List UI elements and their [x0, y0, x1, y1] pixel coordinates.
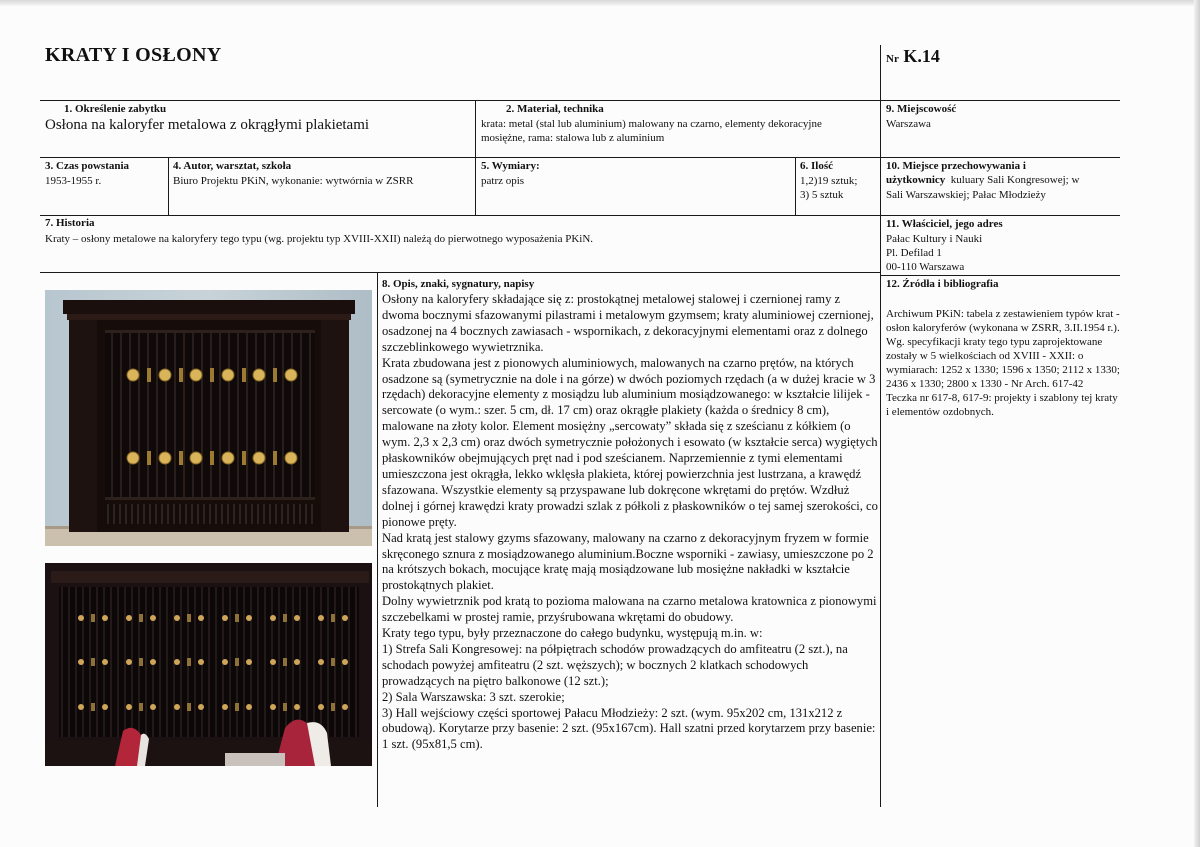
field-4-value: Biuro Projektu PKiN, wykonanie: wytwórnia w ZSRR — [173, 175, 414, 187]
field-7-value: Kraty – osłony metalowe na kaloryfery tego typu (wg. projektu typ XVIII-XXII) należą do pierwotnego wyposażenia PKiN. — [45, 233, 594, 245]
field-9-value: Warszawa — [886, 118, 931, 130]
description-paragraph: Krata zbudowana jest z pionowych aluminiowych, malowanych na czarno prętów, na których osadzone są (symetrycznie na dole i na górze) w dwóch poziomych rzędach (a w dużej kracie w 3 rzędach) dekoracyjne elementy z mosiądzu lub aluminium mosiądzowanego: w kształcie lilijek - sercowate (o wym.: szer. 5 cm, dł. 17 cm) oraz okrągłe plakiety (każda o średnicy 8 cm), malowane na złoty kolor. Element mosiężny „sercowaty” składa się z sześcianu z kółkiem (o wym. 2,3 x 2,3 cm) oraz dwóch symetrycznie położonych i esowato (w kształcie serca) wygiętych płaskowników obejmujących pręt nad i pod sześcianem. Naprzemiennie z tymi elementami umieszczona jest okrągła, lekko wklęsła plakieta, której powierzchnia jest lustrzana, a krawędź sfazowana. Wszystkie elementy są przyspawane lub dokręcone wkrętami do prętów. Wzdłuż dolnej i górnej krawędzi kraty prowadzi szlak z półkoli z płaskowników o tej samej szerokości, co pionowe pręty. — [382, 355, 878, 529]
field-2-value: krata: metal (stal lub aluminium) malowany na czarno, elementy dekoracyjne mosiężne, rama: stalowa lub z aluminium — [481, 118, 822, 144]
rule — [880, 275, 1120, 276]
field-1-value: Osłona na kaloryfer metalowa z okrągłymi plakietami — [45, 117, 370, 133]
photo-radiator-cover-2 — [45, 563, 372, 766]
rule — [475, 100, 476, 157]
scan-edge-top — [0, 0, 1200, 6]
field-12-label: 12. Źródła i bibliografia — [886, 278, 999, 290]
field-11-label: 11. Właściciel, jego adres — [886, 218, 1003, 230]
scan-edge-right — [1194, 0, 1200, 847]
photo-radiator-cover-1 — [45, 290, 372, 546]
description-paragraph: Kraty tego typu, były przeznaczone do całego budynku, występują m.in. w: — [382, 626, 763, 641]
field-6-value-2: 3) 5 sztuk — [800, 189, 844, 201]
field-5-value: patrz opis — [481, 175, 525, 187]
description-paragraph: 3) Hall wejściowy części sportowej Pałacu Młodzieży: 2 szt. (wym. 95x202 cm, 131x212 z obudową). Korytarze przy basenie: 2 szt. (95x167cm). Hall szatni przed korytarzem przy basenie: 1 szt. (95x81,5 cm). — [382, 705, 876, 752]
field-3-value: 1953-1955 r. — [45, 175, 102, 187]
photo-radiator-cover-2-image — [45, 563, 372, 766]
description-paragraph: Dolny wywietrznik pod kratą to pozioma malowana na czarno metalowa kratownica z pionowymi szczebelkami w prostej ramie, przyśrubowana wkrętami do obudowy. — [382, 594, 877, 625]
field-9-label: 9. Miejscowość — [886, 103, 957, 115]
rule — [377, 272, 378, 807]
bibliography-entry: Archiwum PKiN: tabela z zestawieniem typów krat - osłon kaloryferów (wykonana w ZSRR, 3.II.1954 r.). Wg. specyfikacji kraty tego typu zaprojektowane zostały w 5 wielkościach od XVIII - XXII: o wymiarach: 1252 x 1330; 1596 x 1350; 2112 x 1330; 2436 x 1330; 2800 x 1330 - Nr Arch. 617-42 — [886, 308, 1120, 390]
bibliography-entry: Teczka nr 617-8, 617-9: projekty i szablony tej kraty i elementów ozdobnych. — [886, 392, 1118, 418]
rule — [168, 157, 169, 215]
field-10-label: 10. Miejsce przechowywania i — [886, 160, 1026, 172]
field-10-label-cont: użytkownicy — [886, 174, 946, 186]
field-11-line-1: Pałac Kultury i Nauki — [886, 233, 983, 245]
page-title: KRATY I OSŁONY — [45, 44, 222, 66]
field-4-label: 4. Autor, warsztat, szkoła — [173, 160, 292, 172]
field-11-line-3: 00-110 Warszawa — [886, 261, 965, 273]
field-1-label: 1. Określenie zabytku — [64, 103, 167, 115]
field-6-label: 6. Ilość — [800, 160, 833, 172]
record-number-prefix: Nr — [886, 53, 899, 65]
description-block — [382, 278, 878, 753]
description-paragraph: 1) Strefa Sali Kongresowej: na półpiętrach schodów prowadzących do amfiteatru (2 szt.), na schodach powyżej amfiteatru (2 szt. węższych); w bocznych 2 klatkach schodowych prowadzących na piętro balkonowe (12 szt.); — [382, 641, 848, 688]
photo-radiator-cover-1-image — [45, 290, 372, 546]
record-number-value: K.14 — [903, 46, 940, 66]
field-10-value-2: Sali Warszawskiej; Pałac Młodzieży — [886, 189, 1046, 201]
rule — [880, 45, 881, 807]
rule — [40, 100, 1120, 101]
field-6-value-1: 1,2)19 sztuk; — [800, 175, 858, 187]
rule — [40, 157, 1120, 158]
rule — [795, 157, 796, 215]
field-2-label: 2. Materiał, technika — [506, 103, 604, 115]
field-10-value-1: kuluary Sali Kongresowej; w — [950, 174, 1080, 186]
rule — [40, 215, 1120, 216]
field-5-label: 5. Wymiary: — [481, 160, 540, 172]
record-number — [886, 46, 940, 67]
rule — [475, 157, 476, 215]
field-7-label: 7. Historia — [45, 217, 95, 229]
field-10-line — [886, 174, 1079, 186]
field-8-label: 8. Opis, znaki, sygnatury, napisy — [382, 278, 535, 290]
rule — [40, 272, 880, 273]
field-3-label: 3. Czas powstania — [45, 160, 130, 172]
description-paragraph: 2) Sala Warszawska: 3 szt. szerokie; — [382, 689, 565, 704]
bibliography — [886, 307, 1120, 419]
field-11-line-2: Pl. Defilad 1 — [886, 247, 942, 259]
description-paragraph: Osłony na kaloryfery składające się z: prostokątnej metalowej stalowej i czernionej ramy z dwoma bocznymi sfazowanymi pilastrami i metalowym gzymsem; kraty aluminiowej czernionej, osadzonej na 4 bocznych zawiasach - wspornikach, z dekoracyjnymi elementami oraz z dolnego szczeblinkowego wywietrznika. — [382, 292, 874, 354]
description-paragraph: Nad kratą jest stalowy gzyms sfazowany, malowany na czarno z dekoracyjnym fryzem w formie skręconego sznura z mosiądzowanego aluminium.Boczne wsporniki - zawiasy, umieszczone po 2 na krótszych bokach, mocujące kratę mają mosiądzowane lub mosiężne nakładki w kształcie prostokątnych plakiet. — [382, 530, 874, 593]
